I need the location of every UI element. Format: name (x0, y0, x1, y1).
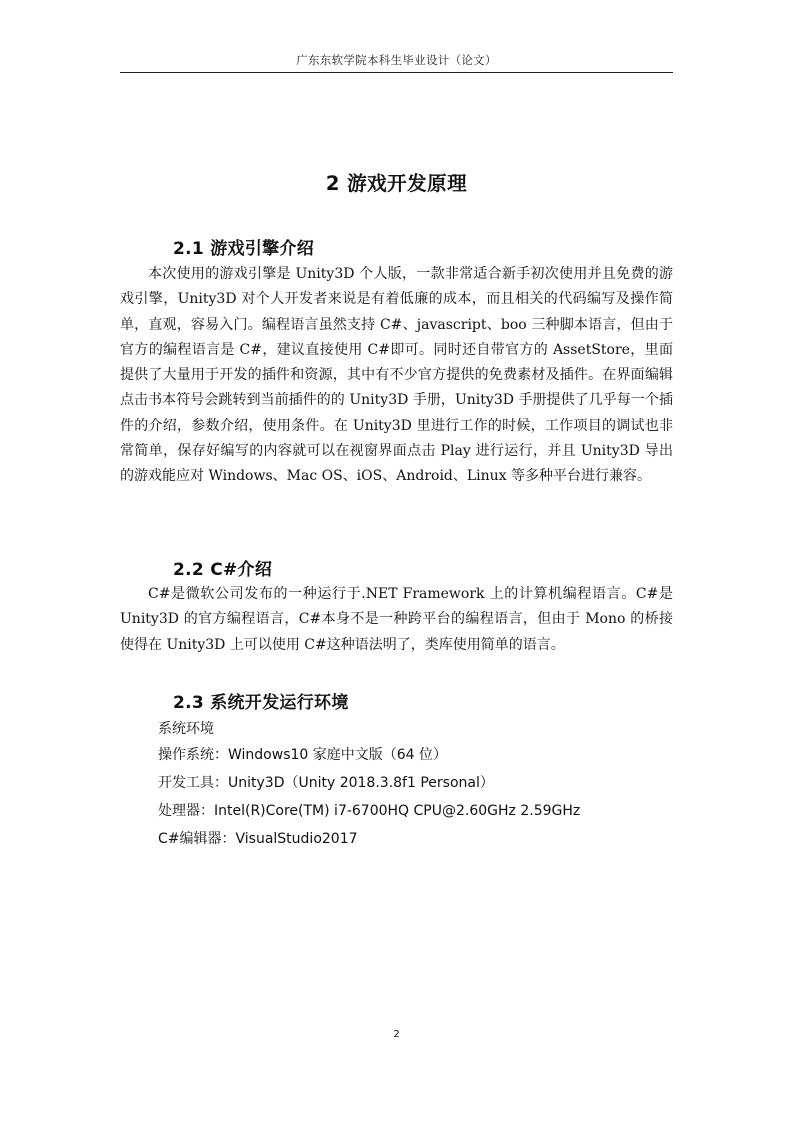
section-2-2-body (120, 582, 673, 658)
chapter-title: 2 游戏开发原理 (325, 172, 468, 195)
section-heading-2-1: 2.1 游戏引擎介绍 (173, 239, 315, 259)
header-rule (120, 72, 673, 73)
page-number: 2 (393, 1029, 400, 1040)
section-heading-2-3: 2.3 系统开发运行环境 (173, 693, 349, 713)
section-heading-2-2: 2.2 C#介绍 (173, 560, 273, 580)
paragraph-text: C#是微软公司发布的一种运行于.NET Framework 上的计算机编程语言。C#是 Unity3D 的官方编程语言，C#本身不是一种跨平台的编程语言，但由于 Mono 的桥接使得在 Unity3D 上可以使用 C#这种语法明了，类库使用简单的语言。 (120, 586, 673, 653)
env-item-cpu: 处理器：Intel(R)Core(TM) i7-6700HQ CPU@2.60GHz 2.59GHz (158, 803, 581, 819)
paragraph-text: 本次使用的游戏引擎是 Unity3D 个人版，一款非常适合新手初次使用并且免费的游戏引擎，Unity3D 对个人开发者来说是有着低廉的成本，而且相关的代码编写及操作简单，直观，容易入门。编程语言虽然支持 C#、javascript、boo 三种脚本语言，但由于官方的编程语言是 C#，建议直接使用 C#即可。同时还自带官方的 AssetStore，里面提供了大量用于开发的插件和资源，其中有不少官方提供的免费素材及插件。在界面编辑点击书本符号会跳转到当前插件的的 Unity3D 手册，Unity3D 手册提供了几乎每一个插件的介绍，参数介绍，使用条件。在 Unity3D 里进行工作的时候，工作项目的调试也非常简单，保存好编写的内容就可以在视窗界面点击 Play 进行运行，并且 Unity3D 导出的游戏能应对 Windows、Mac OS、iOS、Android、Linux 等多种平台进行兼容。 (120, 266, 673, 485)
env-item-editor: C#编辑器：VisualStudio2017 (158, 831, 358, 847)
section-2-1-body (120, 262, 673, 490)
env-title: 系统环境 (158, 721, 214, 737)
env-item-dev-tool: 开发工具：Unity3D（Unity 2018.3.8f1 Personal） (158, 775, 494, 791)
env-item-os: 操作系统：Windows10 家庭中文版（64 位） (158, 747, 448, 763)
page-header: 广东东软学院本科生毕业设计（论文） (296, 53, 497, 67)
